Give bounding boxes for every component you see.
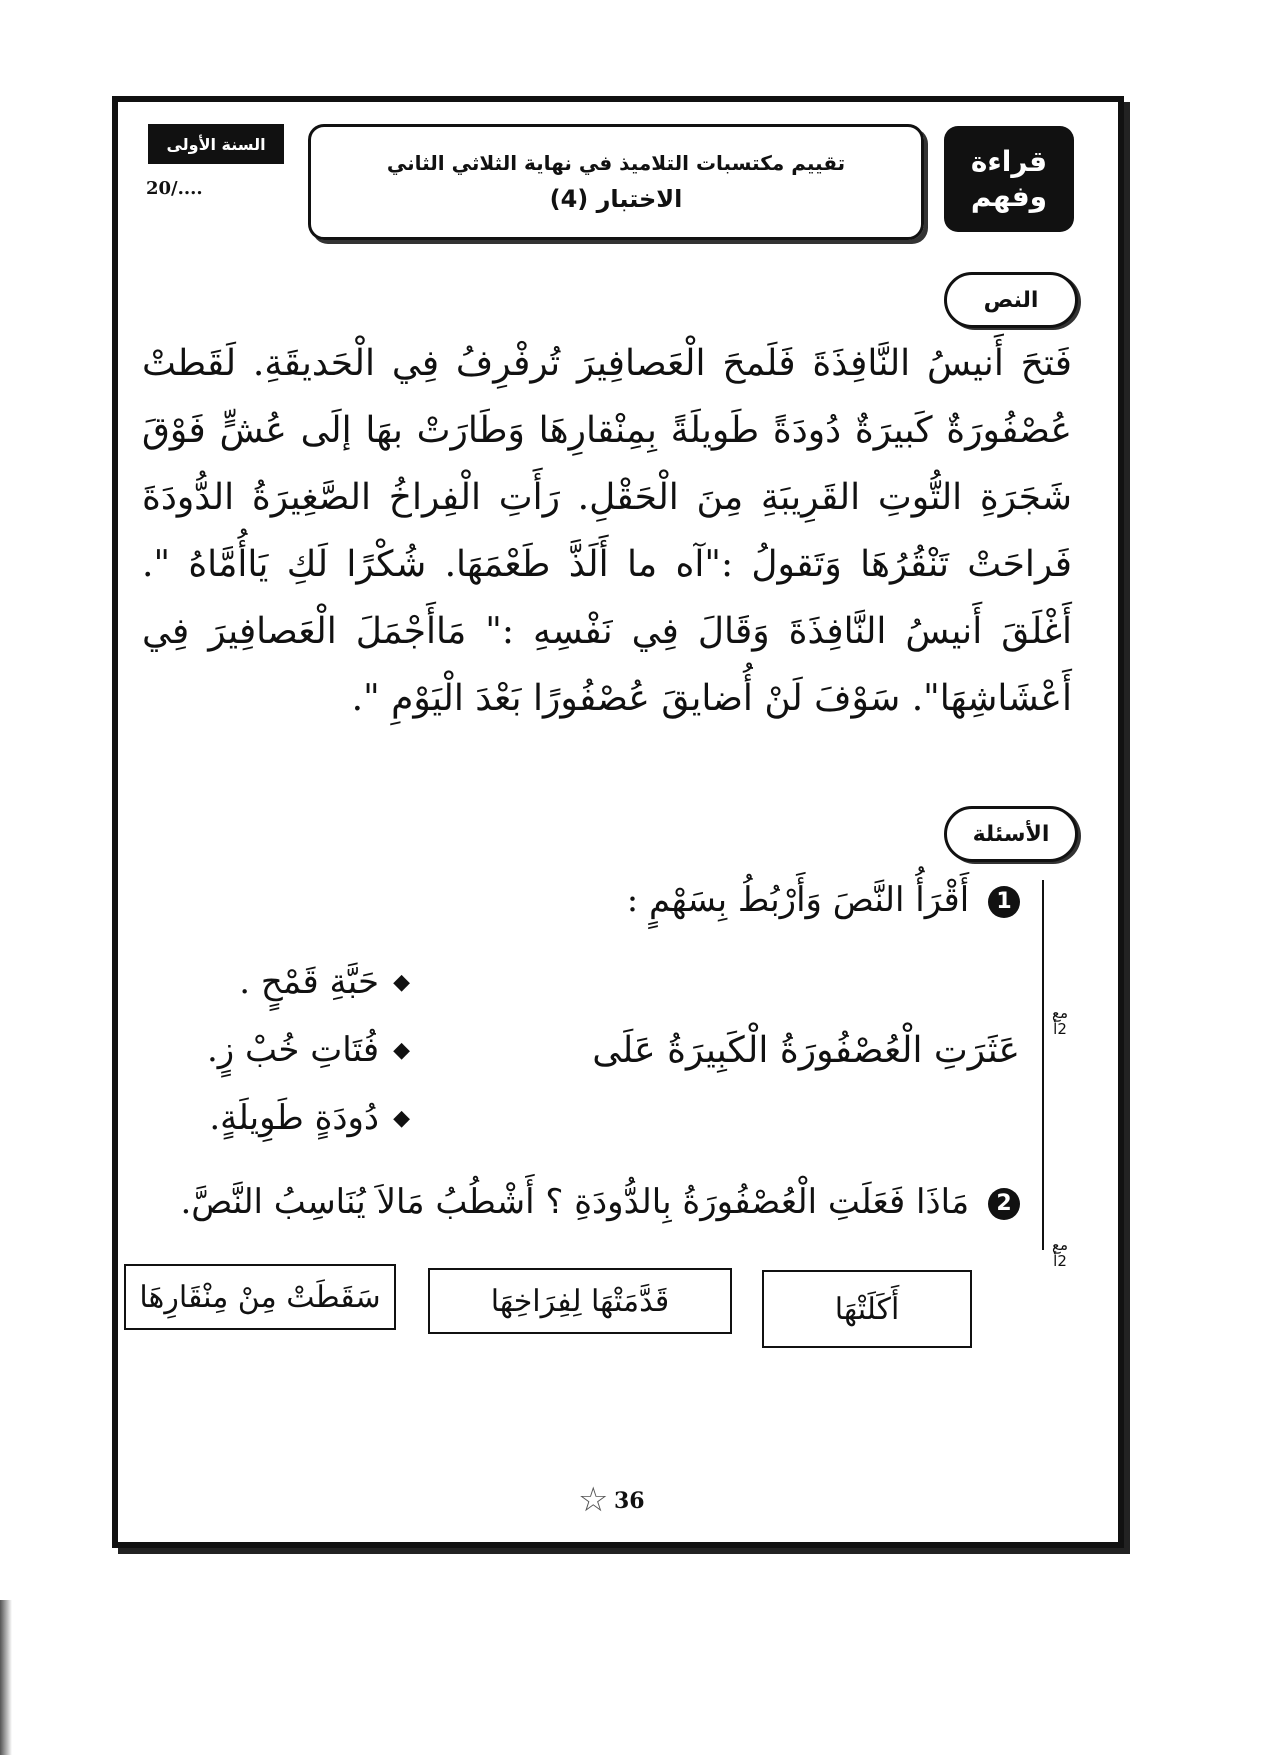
year-badge: السنة الأولى [148, 124, 284, 164]
answer-option-fell-from-beak[interactable]: سَقَطَتْ مِنْ مِنْقَارِهَا [124, 1264, 396, 1330]
question-1-statement: عَثَرَتِ الْعُصْفُورَةُ الْكَبِيرَةُ عَلَى [592, 1030, 1020, 1071]
q1-mark-line1: مع [1052, 1004, 1069, 1022]
choice-item[interactable] [150, 948, 410, 1016]
star-icon: ☆ [578, 1480, 609, 1520]
answer-option-ate-it[interactable]: أَكَلَتْهَا [762, 1270, 972, 1348]
answer-option-gave-to-chicks[interactable]: قَدَّمَتْهَا لِفِرَاخِهَا [428, 1268, 732, 1334]
question-2 [160, 1182, 1020, 1222]
choice-label: فُتَاتِ خُبْ زٍ. [206, 1030, 380, 1070]
question-1-choices [150, 948, 410, 1152]
title-box [308, 124, 924, 240]
q2-mark-line1: مع [1052, 1236, 1069, 1254]
question-number-1: 1 [988, 886, 1020, 918]
questions-margin-rule [1042, 880, 1044, 1250]
question-number-2: 2 [988, 1188, 1020, 1220]
page-number: 36 [614, 1488, 645, 1514]
q1-mark [1052, 1005, 1068, 1037]
diamond-bullet-icon: ◆ [393, 1037, 410, 1063]
q2-mark-line2: 2أ [1053, 1252, 1067, 1270]
questions-section-label: الأسئلة [944, 806, 1078, 862]
q2-mark [1052, 1237, 1068, 1269]
diamond-bullet-icon: ◆ [393, 969, 410, 995]
choice-item[interactable] [150, 1084, 410, 1152]
reading-passage: فَتحَ أَنيسُ النَّافِذَةَ فَلَمحَ الْعَصافِيرَ تُرفْرِفُ فِي الْحَديقَةِ. لَقَطتْ عُصْفُورَةٌ كَبيرَةٌ دُودَةً طَويلَةً بِمِنْقارِهَا وَطَارَتْ بهَا إلَى عُشٍّ فَوْقَ شَجَرَةِ التُّوتِ القَرِيبَةِ مِنَ الْحَقْلِ. رَأَتِ الْفِراخُ الصَّغِيرَةُ الدُّودَةَ فَراحَتْ تَنْقُرُهَا وَتَقولُ :"آه ما أَلَذَّ طَعْمَهَا. شُكْرًا لَكِ يَاأُمَّاهُ ". أَغْلَقَ أَنيسُ النَّافِذَةَ وَقَالَ فِي نَفْسِهِ :" مَاأَجْمَلَ الْعَصافِيرَ فِي أَعْشَاشِهَا". سَوْفَ لَنْ أُضايقَ عُصْفُورًا بَعْدَ الْيَوْمِ ". [142, 343, 1072, 719]
choice-item[interactable] [150, 1016, 410, 1084]
subject-line-2: وفهم [970, 180, 1048, 213]
subject-badge [944, 126, 1074, 232]
question-1 [560, 880, 1020, 920]
subject-line-1: قراءة [970, 145, 1048, 178]
q1-mark-line2: 2أ [1053, 1020, 1067, 1038]
diamond-bullet-icon: ◆ [393, 1105, 410, 1131]
test-number: الاختبار (4) [549, 185, 683, 213]
score-field: 20/.... [146, 178, 203, 199]
question-1-prompt: أَقْرَأُ النَّصَ وَأَرْبُطُ بِسَهْمٍ : [626, 880, 970, 920]
choice-label: دُودَةٍ طَوِيلَةٍ. [209, 1098, 380, 1138]
text-section-label: النص [944, 272, 1078, 328]
question-2-prompt: مَاذَا فَعَلَتِ الْعُصْفُورَةُ بِالدُّودَةِ ؟ أَشْطُبُ مَالاَ يُنَاسِبُ النَّصَّ. [180, 1182, 970, 1222]
choice-label: حَبَّةِ قَمْحٍ . [239, 962, 380, 1002]
scan-edge-shadow [0, 1600, 12, 1755]
test-title: تقييم مكتسبات التلاميذ في نهاية الثلاثي الثاني [386, 151, 846, 175]
